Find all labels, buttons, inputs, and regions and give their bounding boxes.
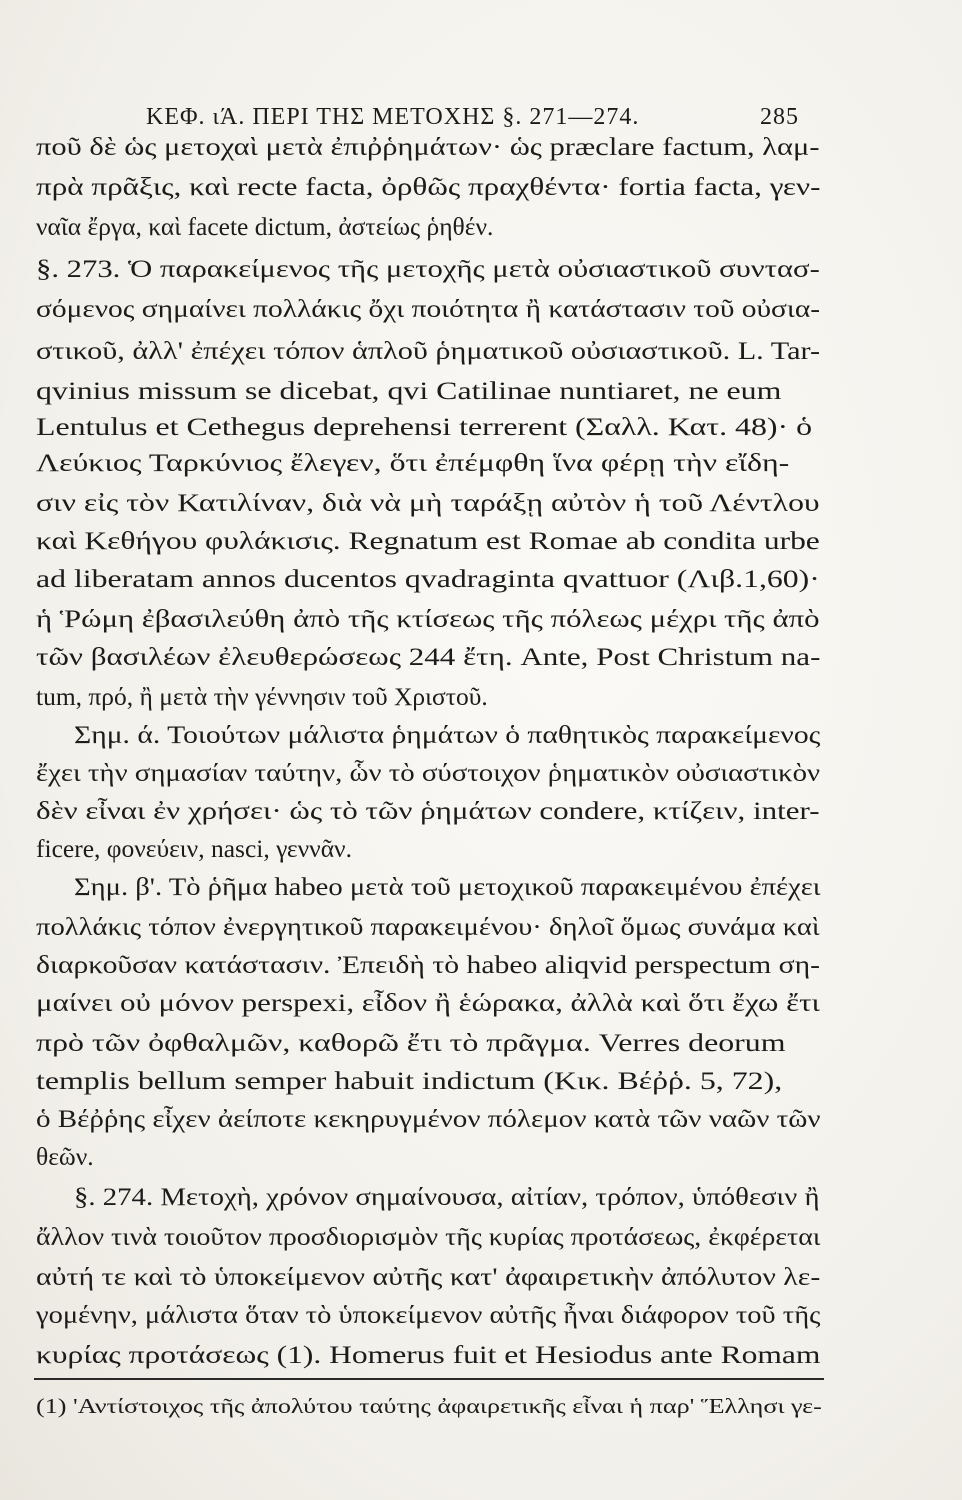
text-line: templis bellum semper habuit indictum (Κικ. Βέῤῥ. 5, 72),	[36, 1066, 783, 1095]
text-line: Lentulus et Cethegus deprehensi terrerent (Σαλλ. Κατ. 48)· ὁ	[36, 412, 813, 441]
text-line: §. 274. Μετοχὴ, χρόνον σημαίνουσα, αἰτίαν, τρόπον, ὑπόθεσιν ἢ	[74, 1182, 820, 1211]
text-line: σόμενος σημαίνει πολλάκις ὄχι ποιότητα ἢ κατάστασιν τοῦ οὐσια-	[36, 294, 821, 323]
text-line: ad liberatam annos ducentos qvadraginta qvattuor (Λιβ.1,60)·	[36, 564, 820, 593]
text-line: θεῶν.	[36, 1142, 94, 1171]
footnote-rule	[34, 1378, 824, 1380]
footnote: (1) 'Αντίστοιχος τῆς ἀπολύτου ταύτης ἀφαιρετικῆς εἶναι ἡ παρ' Ἕλλησι γε-	[36, 1394, 822, 1418]
page-number: 285	[760, 104, 799, 130]
text-line: δὲν εἶναι ἐν χρήσει· ὡς τὸ τῶν ῥημάτων condere, κτίζειν, inter-	[36, 796, 820, 825]
text-line: ναῖα ἔργα, καὶ facete dictum, ἀστείως ῥηθέν.	[36, 212, 494, 241]
text-line: στικοῦ, ἀλλ' ἐπέχει τόπον ἁπλοῦ ῥηματικοῦ οὐσιαστικοῦ. L. Tar-	[36, 336, 821, 365]
text-line: qvinius missum se dicebat, qvi Catilinae nuntiaret, ne eum	[36, 376, 782, 405]
text-line: γομένην, μάλιστα ὅταν τὸ ὑποκείμενον αὐτῆς ἦναι διάφορον τοῦ τῆς	[36, 1300, 821, 1329]
text-line: πολλάκις τόπον ἐνεργητικοῦ παρακειμένου· δηλοῖ ὅμως συνάμα καὶ	[36, 912, 820, 941]
text-line: αὐτή τε καὶ τὸ ὑποκείμενον αὐτῆς κατ' ἀφαιρετικὴν ἀπόλυτον λε-	[36, 1262, 821, 1291]
text-line: ἔχει τὴν σημασίαν ταύτην, ὧν τὸ σύστοιχον ῥηματικὸν οὐσιαστικὸν	[36, 758, 821, 787]
text-line: σιν εἰς τὸν Κατιλίναν, διὰ νὰ μὴ ταράξῃ αὐτὸν ἡ τοῦ Λέντλου	[36, 488, 820, 517]
text-line: ἄλλον τινὰ τοιοῦτον προσδιορισμὸν τῆς κυρίας προτάσεως, ἐκφέρεται	[36, 1222, 821, 1251]
text-line: καὶ Κεθήγου φυλάκισις. Regnatum est Romae ab condita urbe	[36, 526, 820, 555]
text-line: Λεύκιος Ταρκύνιος ἔλεγεν, ὅτι ἐπέμφθη ἵνα φέρῃ τὴν εἴδη-	[36, 448, 790, 477]
text-line: πρὸ τῶν ὀφθαλμῶν, καθορῶ ἔτι τὸ πρᾶγμα. Verres deorum	[36, 1028, 786, 1057]
text-line: ὁ Βέῤῥης εἶχεν ἀείποτε κεκηρυγμένον πόλεμον κατὰ τῶν ναῶν τῶν	[36, 1104, 821, 1133]
text-line: Σημ. β'. Τὸ ῥῆμα habeo μετὰ τοῦ μετοχικοῦ παρακειμένου ἐπέχει	[74, 872, 821, 901]
text-line: ficere, φονεύειν, nasci, γεννᾶν.	[36, 834, 352, 863]
text-line: τῶν βασιλέων ἐλευθερώσεως 244 ἔτη. Ante, Post Christum na-	[36, 642, 821, 671]
text-line: πρὰ πρᾶξις, καὶ recte facta, ὀρθῶς πραχθέντα· fortia facta, γεν-	[36, 172, 821, 201]
text-line: ποῦ δὲ ὡς μετοχαὶ μετὰ ἐπιῤῥημάτων· ὡς præclare factum, λαμ-	[36, 132, 820, 161]
text-line: ἡ Ῥώμη ἐβασιλεύθη ἀπὸ τῆς κτίσεως τῆς πόλεως μέχρι τῆς ἀπὸ	[36, 604, 820, 633]
text-line: Σημ. ά. Τοιούτων μάλιστα ῥημάτων ὁ παθητικὸς παρακείμενος	[74, 720, 821, 749]
text-line: §. 273. Ὁ παρακείμενος τῆς μετοχῆς μετὰ οὐσιαστικοῦ συντασ-	[36, 254, 820, 283]
running-title: ΚΕΦ. ιΆ. ΠΕΡΙ ΤΗΣ ΜΕΤΟΧΗΣ §. 271—274.	[146, 104, 640, 130]
text-line: κυρίας προτάσεως (1). Homerus fuit et Hesiodus ante Romam	[36, 1340, 821, 1369]
text-line: μαίνει οὐ μόνον perspexi, εἶδον ἢ ἑώρακα, ἀλλὰ καὶ ὅτι ἔχω ἔτι	[36, 988, 820, 1017]
text-line: tum, πρό, ἢ μετὰ τὴν γέννησιν τοῦ Χριστοῦ.	[36, 682, 488, 711]
text-line: διαρκοῦσαν κατάστασιν. Ἐπειδὴ τὸ habeo aliqvid perspectum ση-	[36, 950, 821, 979]
